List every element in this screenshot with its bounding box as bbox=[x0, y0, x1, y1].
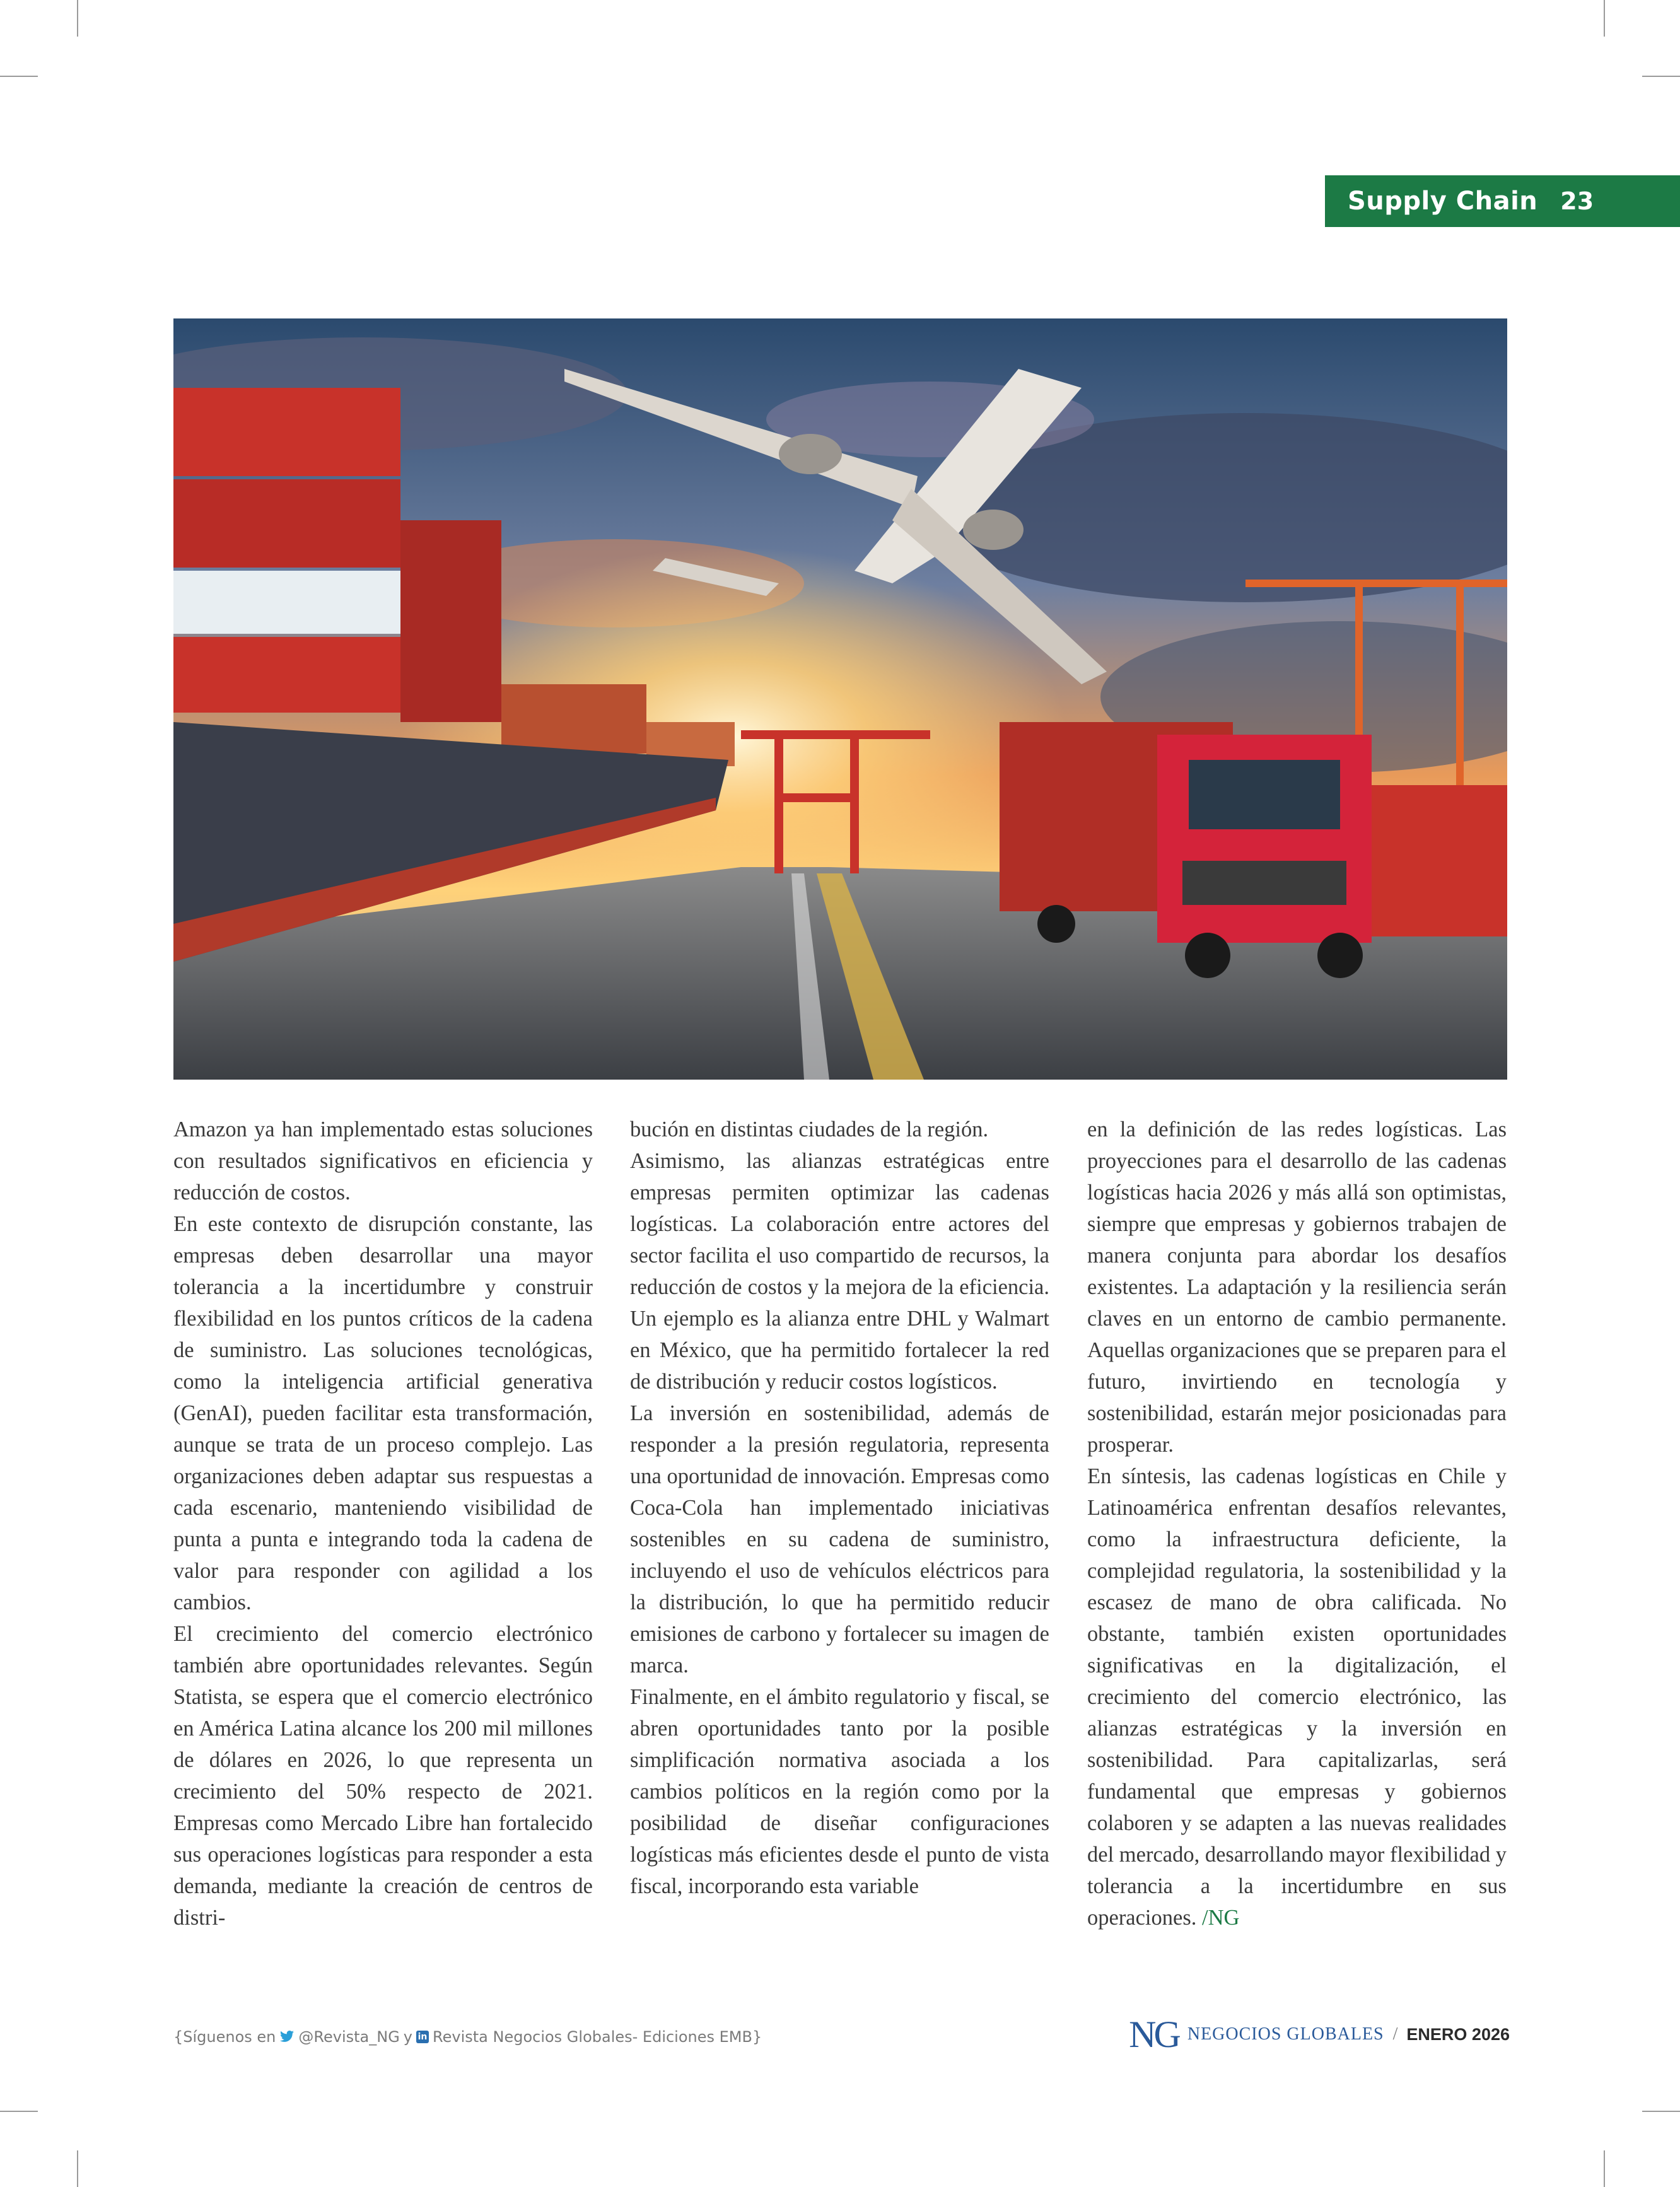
twitter-handle[interactable]: @Revista_NG bbox=[298, 2028, 400, 2046]
paragraph: El crecimiento del comercio electrónico también abre oportunidades relevantes. Según Statista, se espera que el comercio electrónico en América Latina alcance los 200 mil millones de dólares en 2026, lo que representa un crecimiento del 50% respecto de 2021. Empresas como Mercado Libre han fortalecido sus operaciones logísticas para responder a esta demanda, mediante la creación de centros de distri- bbox=[173, 1622, 593, 1930]
article-column-3 bbox=[1087, 1114, 1507, 1933]
paragraph-last bbox=[1087, 1461, 1507, 1933]
paragraph: En este contexto de disrupción constante, las empresas deben desarrollar una mayor tolerancia a la incertidumbre y construir flexibilidad en los puntos críticos de la cadena de suministro. Las soluciones tecnológicas, como la inteligencia artificial generativa (GenAI), pueden facilitar esta transformación, aunque se trata de un proceso complejo. Las organizaciones deben adaptar sus respuestas a cada escenario, manteniendo visibilidad de punta a punta e integrando toda la cadena de valor para responder con agilidad a los cambios. bbox=[173, 1212, 593, 1614]
linkedin-icon: in bbox=[416, 2031, 429, 2043]
linkedin-name[interactable]: Revista Negocios Globales- Ediciones EMB} bbox=[433, 2028, 762, 2046]
paragraph: Amazon ya han implementado estas soluciones con resultados significativos en eficiencia y reducción de costos. bbox=[173, 1117, 593, 1204]
crop-mark bbox=[1642, 2111, 1680, 2112]
section-title: Supply Chain bbox=[1348, 187, 1538, 216]
crop-mark bbox=[1604, 0, 1605, 37]
logistics-illustration bbox=[173, 318, 1507, 1080]
crop-mark bbox=[1642, 76, 1680, 77]
crop-mark bbox=[77, 0, 78, 37]
follow-text: {Síguenos en bbox=[173, 2028, 276, 2046]
crop-mark bbox=[77, 2150, 78, 2187]
page-number: 23 bbox=[1560, 187, 1594, 215]
publication-name: NEGOCIOS GLOBALES bbox=[1187, 2024, 1384, 2044]
article-signature: /NG bbox=[1202, 1906, 1240, 1930]
paragraph: Finalmente, en el ámbito regulatorio y fiscal, se abren oportunidades tanto por la posible simplificación normativa asociada a los cambios políticos en la región como por la posibilidad de diseñar configuraciones logísticas más eficientes desde el punto de vista fiscal, incorporando esta variable bbox=[630, 1685, 1049, 1898]
connector-text: y bbox=[403, 2028, 412, 2046]
article-column-1 bbox=[173, 1114, 593, 1933]
social-footer bbox=[173, 2028, 762, 2046]
crop-mark bbox=[1604, 2150, 1605, 2187]
twitter-icon bbox=[279, 2030, 295, 2044]
issue-date: ENERO 2026 bbox=[1406, 2024, 1510, 2044]
paragraph: en la definición de las redes logísticas. Las proyecciones para el desarrollo de las cadenas logísticas hacia 2026 y más allá son optimistas, siempre que empresas y gobiernos trabajen de manera conjunta para abordar los desafíos existentes. La adaptación y la resiliencia serán claves en un entorno de cambio permanente. Aquellas organizaciones que se preparen para el futuro, invirtiendo en tecnología y sostenibilidad, estarán mejor posicionadas para prosperar. bbox=[1087, 1117, 1507, 1457]
hero-image bbox=[173, 318, 1507, 1080]
crop-mark bbox=[0, 76, 38, 77]
paragraph: La inversión en sostenibilidad, además de responder a la presión regulatoria, representa una oportunidad de innovación. Empresas como Coca-Cola han implementado iniciativas sostenibles en su cadena de suministro, incluyendo el uso de vehículos eléctricos para la distribución, lo que ha permitido reducir emisiones de carbono y fortalecer su imagen de marca. bbox=[630, 1401, 1049, 1677]
publication-footer bbox=[1129, 2015, 1510, 2053]
article-column-2 bbox=[630, 1114, 1049, 1902]
section-header bbox=[1325, 175, 1680, 227]
paragraph: Asimismo, las alianzas estratégicas entre empresas permiten optimizar las cadenas logísticas. La colaboración entre actores del sector facilita el uso compartido de recursos, la reducción de costos y la mejora de la eficiencia. Un ejemplo es la alianza entre DHL y Walmart en México, que ha permitido fortalecer la red de distribución y reducir costos logísticos. bbox=[630, 1149, 1049, 1394]
separator: / bbox=[1392, 2024, 1398, 2044]
paragraph-text: En síntesis, las cadenas logísticas en Chile y Latinoamérica enfrentan desafíos relevantes, como la infraestructura deficiente, la complejidad regulatoria, la sostenibilidad y la escasez de mano de obra calificada. No obstante, también existen oportunidades significativas en la digitalización, el crecimiento del comercio electrónico, las alianzas estratégicas y la inversión en sostenibilidad. Para capitalizarlas, será fundamental que empresas y gobiernos colaboren y se adapten a las nuevas realidades del mercado, desarrollando mayor flexibilidad y tolerancia a la incertidumbre en sus operaciones. bbox=[1087, 1464, 1507, 1930]
paragraph: bución en distintas ciudades de la región. bbox=[630, 1117, 989, 1141]
crop-mark bbox=[0, 2111, 38, 2112]
ng-logo: NG bbox=[1129, 2014, 1179, 2055]
